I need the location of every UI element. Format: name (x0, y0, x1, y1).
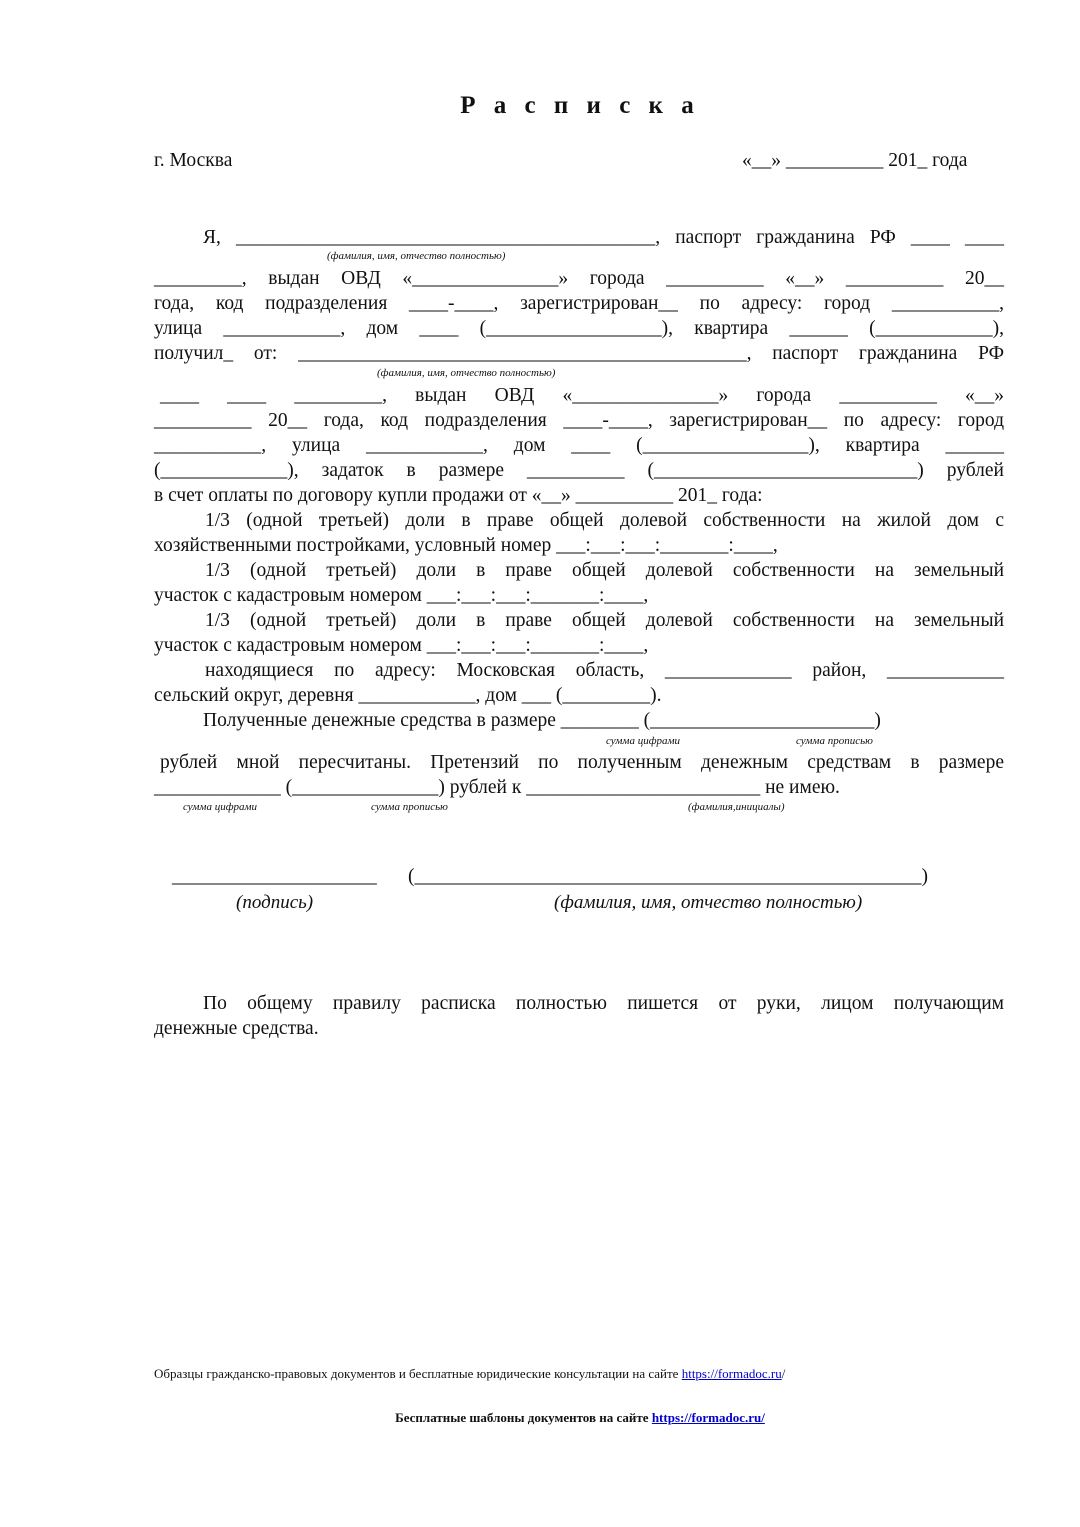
body-line-16: участок с кадастровым номером ___:___:___:_______:____, (154, 635, 649, 656)
body-line-21: _____________ (_______________) рублей к ________________________ не имею. (154, 777, 840, 798)
footer-link-2[interactable]: https://formadoc.ru/ (651, 1410, 765, 1425)
document-title: Р а с п и с к а (460, 92, 700, 119)
footer-line (154, 1366, 785, 1382)
body-line-2: _________, выдан ОВД «_______________» города __________ «__» __________ 20__ (154, 268, 1004, 289)
body-line-13: 1/3 (одной третьей) доли в праве общей долевой собственности на земельный (205, 560, 1004, 581)
body-line-3: года, код подразделения ____-____, зарегистрирован__ по адресу: город ___________, (154, 293, 1004, 314)
date-field: «__» __________ 201_ года (742, 150, 968, 171)
footer-line-2 (0, 1410, 1080, 1426)
body-line-12: хозяйственными постройками, условный номер ___:___:___:_______:____, (154, 535, 778, 556)
body-line-15: 1/3 (одной третьей) доли в праве общей долевой собственности на земельный (205, 610, 1004, 631)
hint-sum-words-2: сумма прописью (371, 801, 448, 813)
body-line-17: находящиеся по адресу: Московская область, _____________ район, ____________ (205, 660, 1004, 681)
body-line-11: 1/3 (одной третьей) доли в праве общей долевой собственности на жилой дом с (205, 510, 1004, 531)
note-line-2: денежные средства. (154, 1018, 319, 1039)
note-line-1: По общему правилу расписка полностью пишется от руки, лицом получающим (203, 993, 1004, 1014)
footer-suffix: / (781, 1366, 786, 1381)
city: г. Москва (154, 150, 233, 171)
signature-name-line: (____________________________________________________) (408, 866, 928, 887)
signature-line: _____________________ (172, 866, 377, 887)
footer-text: Образцы гражданско-правовых документов и бесплатные юридические консультации на сайте (154, 1366, 682, 1381)
signature-label: (подпись) (236, 892, 314, 913)
hint-sum-digits-1: сумма цифрами (606, 735, 681, 747)
body-line-18: сельский округ, деревня ____________, дом ___ (_________). (154, 685, 662, 706)
body-line-10: в счет оплаты по договору купли продажи от «__» __________ 201_ года: (154, 485, 763, 506)
hint-sum-digits-2: сумма цифрами (183, 801, 258, 813)
hint-fio-initials: (фамилия,инициалы) (688, 801, 785, 813)
body-line-8: ___________, улица ____________, дом ____ (_________________), квартира ______ (154, 435, 1004, 456)
signature-name-label: (фамилия, имя, отчество полностью) (554, 892, 863, 913)
body-line-9: (_____________), задаток в размере __________ (___________________________) рублей (154, 460, 1004, 481)
hint-fio-full-2: (фамилия, имя, отчество полностью) (377, 367, 556, 379)
hint-sum-words-1: сумма прописью (796, 735, 873, 747)
body-line-1: Я, ___________________________________________, паспорт гражданина РФ ____ ____ (203, 227, 1004, 248)
hint-fio-full-1: (фамилия, имя, отчество полностью) (327, 250, 506, 262)
body-line-20: рублей мной пересчитаны. Претензий по полученным денежным средствам в размере (160, 752, 1004, 773)
body-line-4: улица ____________, дом ____ (__________________), квартира ______ (____________), (154, 318, 1004, 339)
body-line-14: участок с кадастровым номером ___:___:___:_______:____, (154, 585, 649, 606)
body-line-6: ____ ____ _________, выдан ОВД «_______________» города __________ «__» (160, 385, 1004, 406)
body-line-19: Полученные денежные средства в размере ________ (_______________________) (203, 710, 881, 731)
footer-text-2: Бесплатные шаблоны документов на сайте (395, 1410, 652, 1425)
body-line-7: __________ 20__ года, код подразделения ____-____, зарегистрирован__ по адресу: город (154, 410, 1004, 431)
body-line-5: получил_ от: ______________________________________________, паспорт гражданина РФ (154, 343, 1004, 364)
footer-link[interactable]: https://formadoc.ru (681, 1366, 782, 1381)
